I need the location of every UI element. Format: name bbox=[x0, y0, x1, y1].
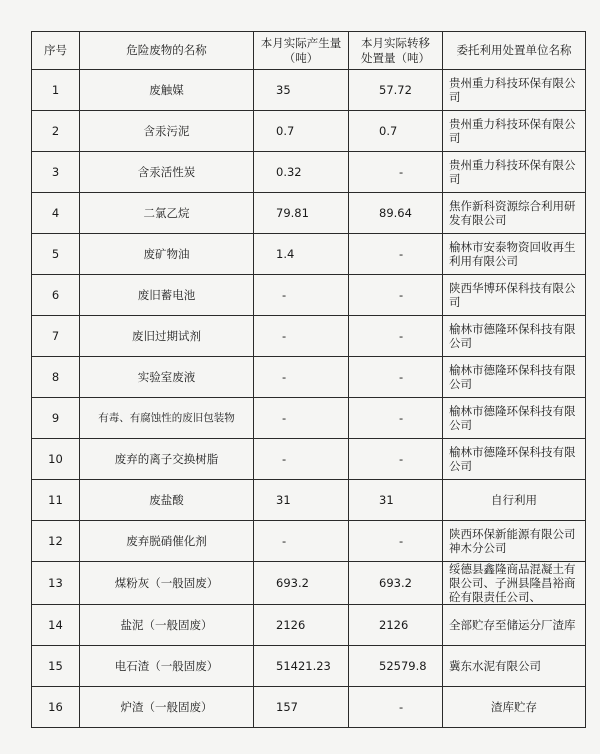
disposal-unit-cell: 渣库贮存 bbox=[443, 687, 586, 728]
waste-name-cell: 废矿物油 bbox=[80, 234, 254, 275]
disposal-unit-cell: 陕西环保新能源有限公司神木分公司 bbox=[443, 521, 586, 562]
table-row bbox=[32, 480, 586, 521]
table-header-row bbox=[32, 32, 586, 70]
transfer-amount-cell: - bbox=[349, 439, 443, 480]
waste-name-cell: 实验室废液 bbox=[80, 357, 254, 398]
header-unit: 委托利用处置单位名称 bbox=[443, 32, 586, 70]
transfer-amount-cell: - bbox=[349, 316, 443, 357]
disposal-unit-cell: 冀东水泥有限公司 bbox=[443, 646, 586, 687]
row-number-cell: 8 bbox=[32, 357, 80, 398]
row-number-cell: 9 bbox=[32, 398, 80, 439]
row-number-cell: 13 bbox=[32, 562, 80, 605]
waste-name-cell: 废旧过期试剂 bbox=[80, 316, 254, 357]
row-number-cell: 3 bbox=[32, 152, 80, 193]
disposal-unit-cell: 榆林市德隆环保科技有限公司 bbox=[443, 439, 586, 480]
transfer-amount-cell: 0.7 bbox=[349, 111, 443, 152]
transfer-amount-cell: - bbox=[349, 398, 443, 439]
production-amount-cell: 0.7 bbox=[254, 111, 349, 152]
row-number-cell: 12 bbox=[32, 521, 80, 562]
transfer-amount-cell: 31 bbox=[349, 480, 443, 521]
disposal-unit-cell: 榆林市德隆环保科技有限公司 bbox=[443, 357, 586, 398]
waste-name-cell: 炉渣（一般固废） bbox=[80, 687, 254, 728]
waste-name-cell: 废触媒 bbox=[80, 70, 254, 111]
production-amount-cell: - bbox=[254, 521, 349, 562]
row-number-cell: 2 bbox=[32, 111, 80, 152]
waste-name-cell: 煤粉灰（一般固废） bbox=[80, 562, 254, 605]
disposal-unit-cell: 陕西华博环保科技有限公司 bbox=[443, 275, 586, 316]
disposal-unit-cell: 自行利用 bbox=[443, 480, 586, 521]
table-row bbox=[32, 605, 586, 646]
table-row bbox=[32, 316, 586, 357]
row-number-cell: 10 bbox=[32, 439, 80, 480]
production-amount-cell: - bbox=[254, 357, 349, 398]
disposal-unit-cell: 绥德县鑫隆商品混凝土有限公司、子洲县隆昌裕商砼有限责任公司、 bbox=[443, 562, 586, 605]
row-number-cell: 16 bbox=[32, 687, 80, 728]
table-row bbox=[32, 275, 586, 316]
transfer-amount-cell: 2126 bbox=[349, 605, 443, 646]
transfer-amount-cell: 57.72 bbox=[349, 70, 443, 111]
disposal-unit-cell: 全部贮存至储运分厂渣库 bbox=[443, 605, 586, 646]
production-amount-cell: 2126 bbox=[254, 605, 349, 646]
table-row bbox=[32, 234, 586, 275]
production-amount-cell: 31 bbox=[254, 480, 349, 521]
disposal-unit-cell: 贵州重力科技环保有限公司 bbox=[443, 70, 586, 111]
table-row bbox=[32, 687, 586, 728]
disposal-unit-cell: 榆林市安泰物资回收再生利用有限公司 bbox=[443, 234, 586, 275]
transfer-amount-cell: 89.64 bbox=[349, 193, 443, 234]
row-number-cell: 6 bbox=[32, 275, 80, 316]
transfer-amount-cell: - bbox=[349, 234, 443, 275]
row-number-cell: 15 bbox=[32, 646, 80, 687]
table-row bbox=[32, 521, 586, 562]
production-amount-cell: - bbox=[254, 439, 349, 480]
header-production-line1: 本月实际产生量 bbox=[260, 35, 342, 50]
header-no: 序号 bbox=[32, 32, 80, 70]
table-row bbox=[32, 111, 586, 152]
production-amount-cell: 79.81 bbox=[254, 193, 349, 234]
header-transfer-line1: 本月实际转移 bbox=[361, 35, 430, 50]
header-transfer bbox=[349, 32, 443, 70]
waste-name-cell: 盐泥（一般固废） bbox=[80, 605, 254, 646]
header-production-line2: （吨） bbox=[283, 50, 319, 65]
waste-name-cell: 废弃的离子交换树脂 bbox=[80, 439, 254, 480]
production-amount-cell: 51421.23 bbox=[254, 646, 349, 687]
waste-name-cell: 含汞活性炭 bbox=[80, 152, 254, 193]
production-amount-cell: - bbox=[254, 275, 349, 316]
waste-name-cell: 电石渣（一般固废） bbox=[80, 646, 254, 687]
table-row bbox=[32, 152, 586, 193]
table-row bbox=[32, 193, 586, 234]
table-row bbox=[32, 70, 586, 111]
production-amount-cell: - bbox=[254, 398, 349, 439]
header-transfer-line2: 处置量（吨） bbox=[361, 50, 430, 65]
production-amount-cell: 35 bbox=[254, 70, 349, 111]
waste-name-cell: 含汞污泥 bbox=[80, 111, 254, 152]
row-number-cell: 11 bbox=[32, 480, 80, 521]
waste-name-cell: 废弃脱硝催化剂 bbox=[80, 521, 254, 562]
table-row bbox=[32, 357, 586, 398]
table-row bbox=[32, 646, 586, 687]
waste-name-cell: 废旧蓄电池 bbox=[80, 275, 254, 316]
row-number-cell: 14 bbox=[32, 605, 80, 646]
transfer-amount-cell: - bbox=[349, 357, 443, 398]
production-amount-cell: - bbox=[254, 316, 349, 357]
production-amount-cell: 157 bbox=[254, 687, 349, 728]
row-number-cell: 1 bbox=[32, 70, 80, 111]
header-name: 危险废物的名称 bbox=[80, 32, 254, 70]
production-amount-cell: 693.2 bbox=[254, 562, 349, 605]
transfer-amount-cell: - bbox=[349, 275, 443, 316]
disposal-unit-cell: 贵州重力科技环保有限公司 bbox=[443, 152, 586, 193]
table-row bbox=[32, 398, 586, 439]
hazardous-waste-table bbox=[31, 31, 586, 728]
transfer-amount-cell: - bbox=[349, 687, 443, 728]
row-number-cell: 4 bbox=[32, 193, 80, 234]
waste-name-cell: 废盐酸 bbox=[80, 480, 254, 521]
table-row bbox=[32, 562, 586, 605]
transfer-amount-cell: - bbox=[349, 152, 443, 193]
waste-name-cell: 二氯乙烷 bbox=[80, 193, 254, 234]
table-row bbox=[32, 439, 586, 480]
disposal-unit-cell: 贵州重力科技环保有限公司 bbox=[443, 111, 586, 152]
production-amount-cell: 0.32 bbox=[254, 152, 349, 193]
transfer-amount-cell: - bbox=[349, 521, 443, 562]
waste-name-cell: 有毒、有腐蚀性的废旧包装物 bbox=[80, 398, 254, 439]
header-production bbox=[254, 32, 349, 70]
disposal-unit-cell: 焦作新科资源综合利用研发有限公司 bbox=[443, 193, 586, 234]
transfer-amount-cell: 52579.8 bbox=[349, 646, 443, 687]
transfer-amount-cell: 693.2 bbox=[349, 562, 443, 605]
row-number-cell: 7 bbox=[32, 316, 80, 357]
disposal-unit-cell: 榆林市德隆环保科技有限公司 bbox=[443, 316, 586, 357]
row-number-cell: 5 bbox=[32, 234, 80, 275]
production-amount-cell: 1.4 bbox=[254, 234, 349, 275]
disposal-unit-cell: 榆林市德隆环保科技有限公司 bbox=[443, 398, 586, 439]
